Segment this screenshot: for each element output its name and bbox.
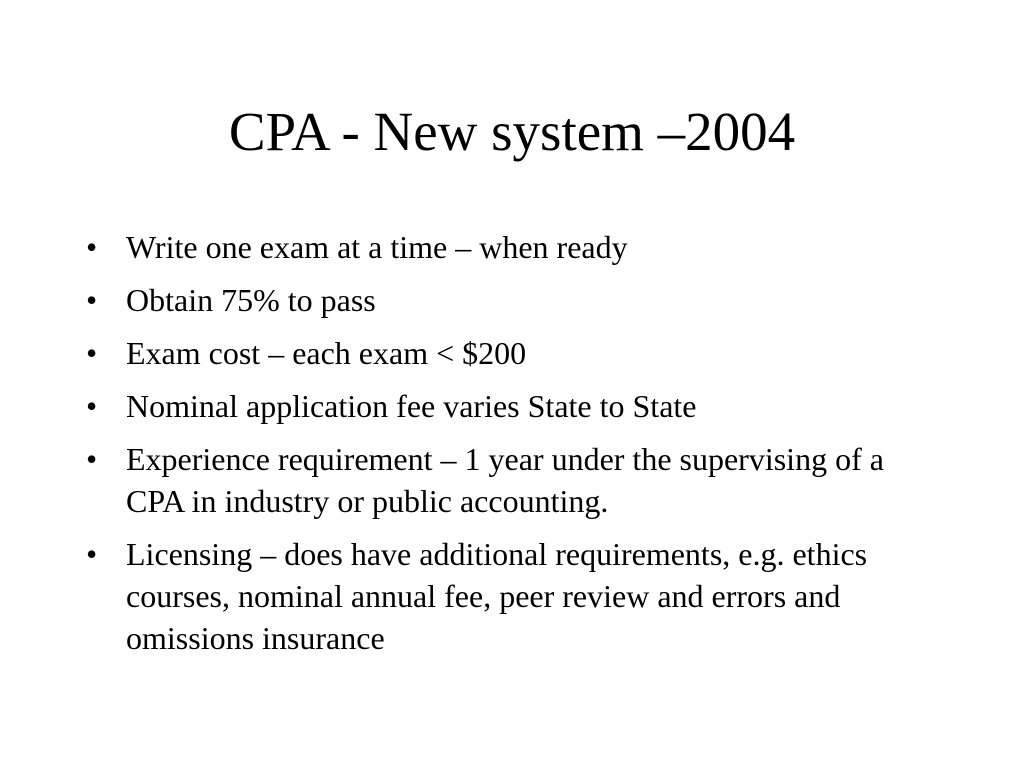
bullet-list — [86, 226, 916, 670]
bullet-icon: • — [86, 388, 98, 424]
bullet-text: Experience requirement – 1 year under the supervising of a CPA in industry or public accounting. — [126, 441, 884, 519]
bullet-icon: • — [86, 229, 98, 265]
bullet-text: Write one exam at a time – when ready — [126, 229, 628, 265]
bullet-text: Obtain 75% to pass — [126, 282, 376, 318]
bullet-icon: • — [86, 335, 98, 371]
bullet-item — [86, 226, 916, 268]
bullet-icon: • — [86, 282, 98, 318]
bullet-text: Licensing – does have additional requirements, e.g. ethics courses, nominal annual fee, peer review and errors and omissions insurance — [126, 536, 868, 656]
bullet-text: Nominal application fee varies State to State — [126, 388, 697, 424]
bullet-item — [86, 438, 916, 522]
bullet-item — [86, 279, 916, 321]
bullet-icon: • — [86, 536, 98, 572]
bullet-item — [86, 533, 916, 659]
bullet-item — [86, 332, 916, 374]
bullet-text: Exam cost – each exam < $200 — [126, 335, 527, 371]
slide-title: CPA - New system –2004 — [228, 101, 796, 162]
bullet-icon: • — [86, 441, 98, 477]
bullet-item — [86, 385, 916, 427]
